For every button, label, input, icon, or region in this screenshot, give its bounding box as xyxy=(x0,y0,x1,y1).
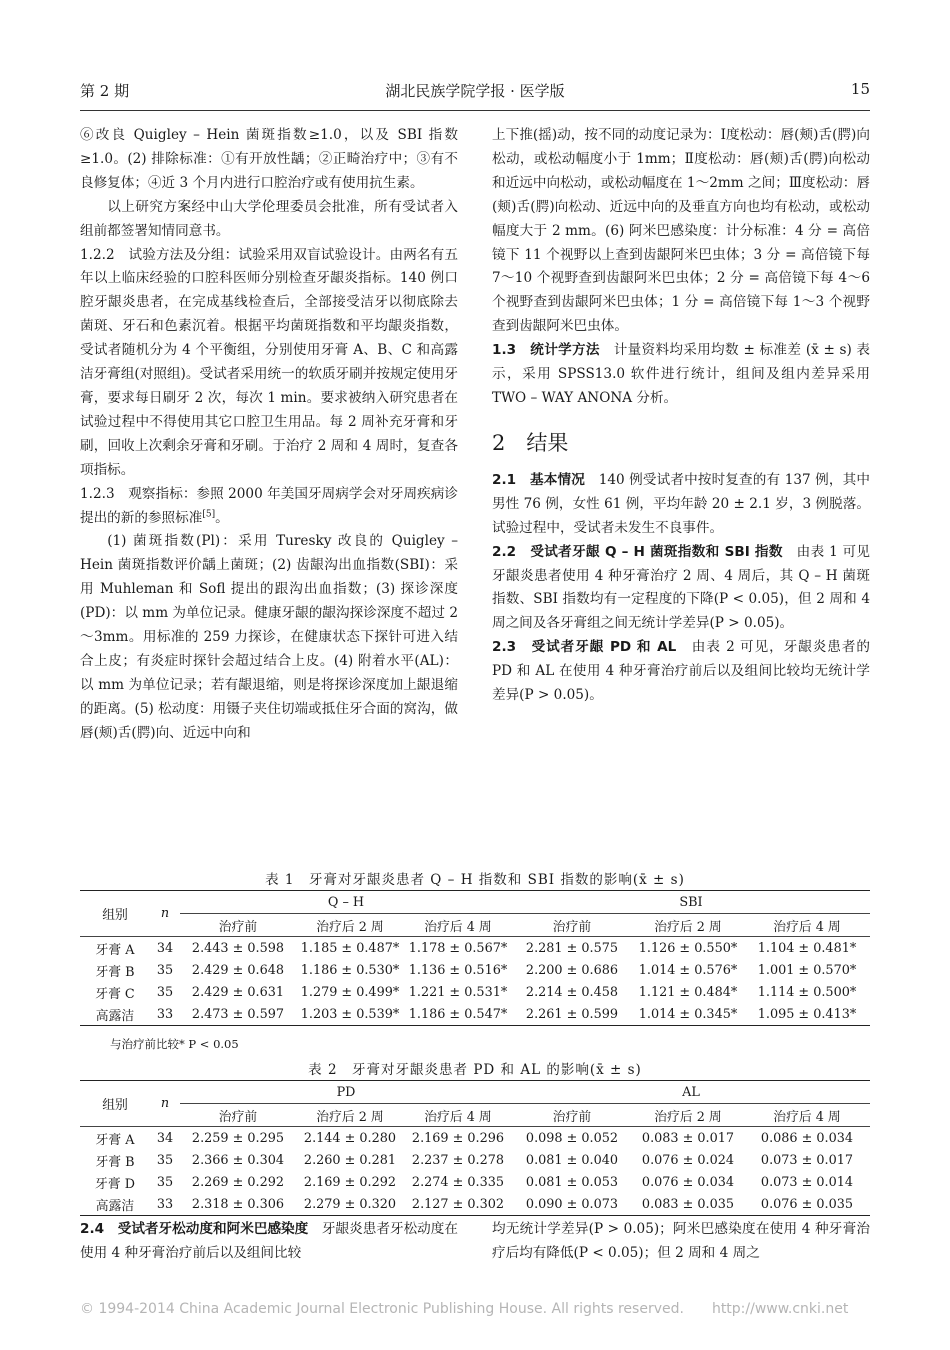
qh-sbi-paragraph xyxy=(492,541,870,637)
table-cell-group: 牙膏 D xyxy=(95,1176,135,1192)
table-cell: 2.443 ± 0.598 xyxy=(191,940,285,956)
section-1-3-heading: 1.3 统计学方法 xyxy=(492,342,600,359)
table-cell: 1.095 ± 0.413* xyxy=(757,1006,857,1022)
table-cell-n: 35 xyxy=(156,1152,174,1168)
section-2-3-heading: 2.3 受试者牙龈 PD 和 AL xyxy=(492,639,677,656)
table-cell: 0.081 ± 0.040 xyxy=(525,1152,619,1168)
table-cell: 1.014 ± 0.345* xyxy=(638,1006,738,1022)
left-column xyxy=(80,124,458,746)
section-2-4-text: 牙龈炎患者牙松动度在使用 4 种牙膏治疗前后以及组间比较 xyxy=(80,1221,458,1261)
table-cell-group: 牙膏 C xyxy=(95,986,135,1002)
table-cell-group: 牙膏 B xyxy=(95,1154,135,1170)
table-cell: 1.203 ± 0.539* xyxy=(300,1006,400,1022)
table-2-al-header: AL xyxy=(512,1081,870,1104)
table-2 xyxy=(80,1080,870,1216)
table-cell-n: 35 xyxy=(156,984,174,1000)
section-2-1-text: 140 例受试者中按时复查的有 137 例，其中男性 76 例，女性 61 例，平均年龄 20 ± 2.1 岁，3 例脱落。试验过程中，受试者未发生不良事件。 xyxy=(492,471,870,536)
table-1-subheader: 治疗后 2 周 xyxy=(654,919,722,935)
journal-title: 湖北民族学院学报 · 医学版 xyxy=(385,82,565,100)
indices-paragraph: (1) 菌斑指数(Pl)：采用 Turesky 改良的 Quigley – Hein 菌斑指数评价龋上菌斑；(2) 齿龈沟出血指数(SBI)：采用 Muhleman 和 Sofl 提出的跟沟出血指数；(3) 探诊深度(PD)：以 mm 为单位记录。健康牙龈的龈沟探诊深度不超过 2～3mm。用标准的 259 力探诊，在健康状态下探针可进入结合上皮；有炎症时探针会超过结合上皮。(4) 附着水平(AL)：以 mm 为单位记录；若有龈退缩，则是将探诊深度加上龈退缩的距离。(5) 松动度：用镊子夹住切端或抵住牙合面的窝沟，做唇(颊)舌(腭)向、近远中向和 xyxy=(80,533,458,741)
table-cell: 0.098 ± 0.052 xyxy=(525,1130,619,1146)
table-1-subheader: 治疗前 xyxy=(552,919,592,935)
table-cell: 2.169 ± 0.296 xyxy=(411,1130,505,1146)
table-cell-n: 34 xyxy=(156,940,174,956)
table-cell: 2.127 ± 0.302 xyxy=(411,1196,505,1212)
observation-paragraph xyxy=(80,483,458,531)
table-row xyxy=(80,1193,870,1216)
table-cell-group: 牙膏 B xyxy=(95,964,135,980)
table-cell: 2.214 ± 0.458 xyxy=(525,984,619,1000)
table-cell: 2.279 ± 0.320 xyxy=(303,1196,397,1212)
table-cell: 1.279 ± 0.499* xyxy=(300,984,400,1000)
table-cell: 2.169 ± 0.292 xyxy=(303,1174,397,1190)
table-row xyxy=(80,1149,870,1171)
table-cell: 2.429 ± 0.648 xyxy=(191,962,285,978)
table-cell: 1.178 ± 0.567* xyxy=(408,940,508,956)
observation-end: 。 xyxy=(215,509,229,526)
section-2-heading: 2 结果 xyxy=(492,430,569,455)
section-2-4-heading: 2.4 受试者牙松动度和阿米巴感染度 xyxy=(80,1221,309,1237)
table-cell-n: 35 xyxy=(156,962,174,978)
table-1-qh-header: Q – H xyxy=(180,891,512,914)
table-cell-group: 高露洁 xyxy=(95,1008,135,1024)
right-column xyxy=(492,124,870,708)
table-2-subheader: 治疗前 xyxy=(218,1109,258,1125)
table-cell: 2.260 ± 0.281 xyxy=(303,1152,397,1168)
section-2-3-text: 由表 2 可见，牙龈炎患者的 PD 和 AL 在使用 4 种牙膏治疗前后以及组间比较均无统计学差异(P > 0.05)。 xyxy=(492,639,870,704)
table-cell: 1.136 ± 0.516* xyxy=(408,962,508,978)
table-1-group-header: 组别 xyxy=(80,891,150,937)
mobility-result-paragraph xyxy=(80,1218,458,1266)
table-1-caption: 表 1 牙膏对牙龈炎患者 Q – H 指数和 SBI 指数的影响(x̄ ± s) xyxy=(265,872,685,888)
section-1-3-text: 计量资料均采用均数 ± 标准差 (x̄ ± s) 表示，采用 SPSS13.0 软件进行统计，组间及组内差异采用 TWO – WAY ANONA 分析。 xyxy=(492,342,870,406)
reference-marker[interactable]: [5] xyxy=(202,508,216,519)
table-cell: 0.081 ± 0.053 xyxy=(525,1174,619,1190)
table-1-subheader: 治疗后 4 周 xyxy=(424,919,492,935)
amoeba-result-paragraph: 均无统计学差异(P > 0.05)；阿米巴感染度在使用 4 种牙膏治疗后均有降低(P < 0.05)；但 2 周和 4 周之 xyxy=(492,1221,870,1261)
table-1-sbi-header: SBI xyxy=(512,891,870,914)
inclusion-criteria-text: ⑥改良 Quigley – Hein 菌斑指数≥1.0，以及 SBI 指数≥1.0。(2) 排除标准：①有开放性龋；②正畸治疗中；③有不良修复体；④近 3 个月内进行口腔治疗或有使用抗生素。 xyxy=(80,127,458,191)
table-cell-n: 33 xyxy=(156,1006,174,1022)
table-cell: 1.221 ± 0.531* xyxy=(408,984,508,1000)
observation-text: 1.2.3 观察指标：参照 2000 年美国牙周病学会对牙周疾病诊提出的新的参照标准 xyxy=(80,485,458,526)
table-cell: 2.366 ± 0.304 xyxy=(191,1152,285,1168)
section-2-1-heading: 2.1 基本情况 xyxy=(492,471,585,488)
table-cell: 2.237 ± 0.278 xyxy=(411,1152,505,1168)
table-cell: 1.104 ± 0.481* xyxy=(757,940,857,956)
table-2-group-header: 组别 xyxy=(80,1081,150,1127)
header-rule xyxy=(80,110,870,111)
mobility-paragraph: 上下推(摇)动，按不同的动度记录为：Ⅰ度松动：唇(颊)舌(腭)向松动，或松动幅度小于 1mm；Ⅱ度松动：唇(颊)舌(腭)向松动和近远中向松动，或松动幅度在 1～2mm 之间；Ⅲ度松动：唇(颊)舌(腭)向松动、近远中向的及垂直方向也均有松动，或松动幅度大于 2 mm。(6) 阿米巴感染度：计分标准：4 分 = 高倍镜下 11 个视野以上查到齿龈阿米巴虫体；3 分 = 高倍镜下每 7～10 个视野查到齿龈阿米巴虫体；2 分 = 高倍镜下每 4～6 个视野查到齿龈阿米巴虫体；1 分 = 高倍镜下每 1～3 个视野查到齿龈阿米巴虫体。 xyxy=(492,127,870,335)
table-2-subheader: 治疗后 2 周 xyxy=(654,1109,722,1125)
table-2-caption: 表 2 牙膏对牙龈炎患者 PD 和 AL 的影响(x̄ ± s) xyxy=(308,1062,642,1078)
table-cell: 2.281 ± 0.575 xyxy=(525,940,619,956)
method-paragraph: 1.2.2 试验方法及分组：试验采用双盲试验设计。由两名有五年以上临床经验的口腔科医师分别检查牙龈炎指标。140 例口腔牙龈炎患者，在完成基线检查后，全部接受洁牙以彻底除去菌斑、牙石和色素沉着。根据平均菌斑指数和平均龈炎指数，受试者随机分为 4 个平衡组，分别使用牙膏 A、B、C 和高露洁牙膏组(对照组)。受试者采用统一的软质牙刷并按规定使用牙膏，要求每日刷牙 2 次，每次 1 min。要求被纳入研究患者在试验过程中不得使用其它口腔卫生用品。每 2 周补充牙膏和牙刷，回收上次剩余牙膏和牙刷。于治疗 2 周和 4 周时，复查各项指标。 xyxy=(80,246,458,478)
table-2-pd-header: PD xyxy=(180,1081,512,1104)
table-cell: 2.429 ± 0.631 xyxy=(191,984,285,1000)
table-cell: 2.261 ± 0.599 xyxy=(525,1006,619,1022)
section-2-2-heading: 2.2 受试者牙龈 Q – H 菌斑指数和 SBI 指数 xyxy=(492,543,783,560)
table-cell: 1.001 ± 0.570* xyxy=(757,962,857,978)
table-1-subheader: 治疗后 2 周 xyxy=(316,919,384,935)
table-cell: 1.014 ± 0.576* xyxy=(638,962,738,978)
table-cell: 2.318 ± 0.306 xyxy=(191,1196,285,1212)
table-cell: 0.076 ± 0.024 xyxy=(641,1152,735,1168)
table-cell: 0.083 ± 0.035 xyxy=(641,1196,735,1212)
copyright-footer: © 1994-2014 China Academic Journal Electronic Publishing House. All rights reserved. http://www.cnki.net xyxy=(80,1301,849,1317)
table-1-n-header: n xyxy=(150,891,180,937)
table-2-n-header: n xyxy=(150,1081,180,1127)
table-2-subheader: 治疗后 2 周 xyxy=(316,1109,384,1125)
table-cell: 0.076 ± 0.034 xyxy=(641,1174,735,1190)
table-cell-n: 34 xyxy=(156,1130,174,1146)
table-cell: 1.185 ± 0.487* xyxy=(300,940,400,956)
table-cell-n: 33 xyxy=(156,1196,174,1212)
table-row xyxy=(80,1127,870,1150)
table-row xyxy=(80,1171,870,1193)
table-cell: 2.473 ± 0.597 xyxy=(191,1006,285,1022)
table-1-subheader: 治疗后 4 周 xyxy=(773,919,841,935)
table-cell: 1.126 ± 0.550* xyxy=(638,940,738,956)
stats-paragraph xyxy=(492,339,870,411)
table-cell: 1.121 ± 0.484* xyxy=(638,984,738,1000)
table-cell: 1.114 ± 0.500* xyxy=(757,984,857,1000)
page-number: 15 xyxy=(850,80,870,98)
table-cell: 0.073 ± 0.014 xyxy=(760,1174,854,1190)
table-cell: 2.274 ± 0.335 xyxy=(411,1174,505,1190)
table-cell: 0.083 ± 0.017 xyxy=(641,1130,735,1146)
table-cell: 2.200 ± 0.686 xyxy=(525,962,619,978)
table-cell: 1.186 ± 0.530* xyxy=(300,962,400,978)
issue-number: 第 2 期 xyxy=(80,82,130,100)
table-1-footnote: 与治疗前比较* P < 0.05 xyxy=(110,1037,239,1051)
table-2-subheader: 治疗后 4 周 xyxy=(424,1109,492,1125)
table-cell-n: 35 xyxy=(156,1174,174,1190)
table-2-subheader: 治疗后 4 周 xyxy=(773,1109,841,1125)
table-cell: 0.086 ± 0.034 xyxy=(760,1130,854,1146)
basic-info-paragraph xyxy=(492,469,870,541)
table-cell-group: 牙膏 A xyxy=(95,1132,135,1148)
section-2-2-text: 由表 1 可见牙龈炎患者使用 4 种牙膏治疗 2 周、4 周后，其 Q – H 菌斑指数、SBI 指数均有一定程度的下降(P < 0.05)，但 2 周和 4 周之间及各牙膏组之间无统计学差异(P > 0.05)。 xyxy=(492,543,870,632)
table-cell: 0.090 ± 0.073 xyxy=(525,1196,619,1212)
table-cell-group: 高露洁 xyxy=(95,1198,135,1214)
pd-al-paragraph xyxy=(492,636,870,708)
table-cell: 0.076 ± 0.035 xyxy=(760,1196,854,1212)
table-cell: 1.186 ± 0.547* xyxy=(408,1006,508,1022)
table-cell: 2.269 ± 0.292 xyxy=(191,1174,285,1190)
table-1-subheader: 治疗前 xyxy=(218,919,258,935)
table-2-subheader: 治疗前 xyxy=(552,1109,592,1125)
table-cell: 0.073 ± 0.017 xyxy=(760,1152,854,1168)
bottom-right-column xyxy=(492,1218,870,1266)
table-cell: 2.259 ± 0.295 xyxy=(191,1130,285,1146)
bottom-left-column xyxy=(80,1218,458,1266)
table-row xyxy=(80,937,870,960)
ethics-paragraph: 以上研究方案经中山大学伦理委员会批准，所有受试者入组前都签署知情同意书。 xyxy=(80,198,458,239)
table-row xyxy=(80,1003,870,1026)
table-1 xyxy=(80,890,870,1026)
table-cell-group: 牙膏 A xyxy=(95,942,135,958)
table-cell: 2.144 ± 0.280 xyxy=(303,1130,397,1146)
table-row xyxy=(80,981,870,1003)
table-row xyxy=(80,959,870,981)
